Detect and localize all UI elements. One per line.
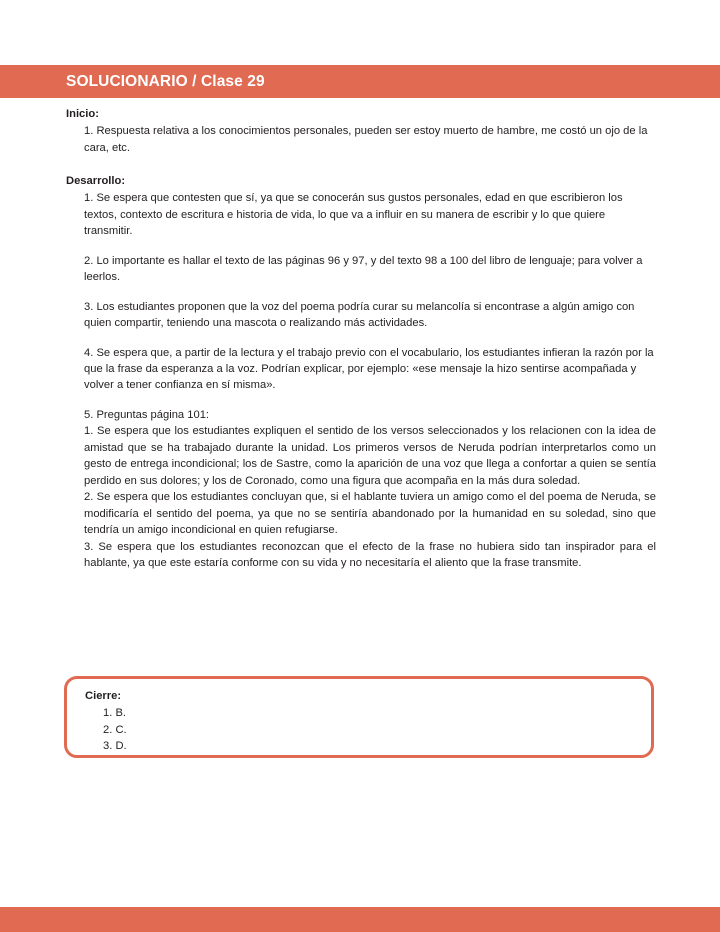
- cierre-answer-1: 1. B.: [103, 706, 127, 719]
- page-title: [66, 73, 265, 91]
- spacer: [66, 332, 656, 345]
- desarrollo-item-2: 2. Lo importante es hallar el texto de las páginas 96 y 97, y del texto 98 a 100 del libro de lenguaje; para volver a leerlos.: [84, 254, 643, 284]
- section-inicio: [66, 106, 656, 156]
- page-header-band: [0, 65, 720, 98]
- cierre-answer-3: 3. D.: [103, 740, 127, 753]
- spacer: [66, 240, 656, 253]
- section-heading-cierre: Cierre:: [85, 690, 122, 702]
- inicio-item-1: 1. Respuesta relativa a los conocimientos personales, pueden ser estoy muerto de hambre, me costó un ojo de la cara, etc.: [84, 125, 648, 154]
- page-title-strong: SOLUCIONARIO: [66, 72, 188, 90]
- cierre-box: [64, 676, 654, 758]
- section-heading-inicio: Inicio:: [66, 108, 99, 120]
- desarrollo-item-4: 4. Se espera que, a partir de la lectura y el trabajo previo con el vocabulario, los estudiantes infieran la razón por la que la frase da esperanza a la voz. Podrían explicar, por ejemplo: «ese mensaje la hizo sentirse acompañada y volver a tener confianza en sí misma».: [84, 346, 654, 392]
- spacer: [66, 394, 656, 407]
- desarrollo-item-5-sub-2: 2. Se espera que los estudiantes concluyan que, si el hablante tuviera un amigo como el del poema de Neruda, se modificaría el sentido del poema, ya que no se sentiría abandonado por la humanidad en su soledad, sino que tendría un amigo incondicional en quien refugiarse.: [84, 491, 656, 537]
- desarrollo-item-5-sublist: [66, 423, 656, 571]
- spacer: [66, 286, 656, 299]
- page-title-rest: Clase 29: [201, 72, 265, 90]
- desarrollo-item-5-intro: 5. Preguntas página 101:: [84, 408, 210, 421]
- desarrollo-item-5-sub-1: 1. Se espera que los estudiantes expliquen el sentido de los versos seleccionados y los relacionen con la idea de amistad que se ha trabajado durante la unidad. Los primeros versos de Neruda podrían interpretarlos como un gesto de entrega incondicional; los de Sastre, como la aparición de una voz que llega a confortar a quien se sentía perdido en sus dolores; y los de Coronado, como una figura que acompaña en la más dura soledad.: [84, 425, 656, 487]
- cierre-answer-2: 2. C.: [103, 723, 127, 736]
- page-footer-band: [0, 907, 720, 932]
- spacer: [66, 156, 656, 173]
- desarrollo-item-1: 1. Se espera que contesten que sí, ya que se conocerán sus gustos personales, edad en que escribieron los textos, contexto de escritura e historia de vida, lo que va a influir en su manera de escribir y lo que quiere transmitir.: [84, 192, 623, 238]
- cierre-box-content: [67, 679, 651, 755]
- document-content: [66, 106, 656, 571]
- desarrollo-item-3: 3. Los estudiantes proponen que la voz del poema podría curar su melancolía si encontrase a algún amigo con quien compartir, teniendo una mascota o realizando más actividades.: [84, 300, 635, 330]
- section-heading-desarrollo: Desarrollo:: [66, 175, 126, 188]
- desarrollo-item-5-sub-3: 3. Se espera que los estudiantes reconozcan que el efecto de la frase no hubiera sido tan inspirador para el hablante, ya que este estaría conforme con su vida y no necesitaría el aliento que la frase transmite.: [84, 540, 656, 569]
- page-title-separator: /: [187, 72, 201, 90]
- section-desarrollo: [66, 173, 656, 571]
